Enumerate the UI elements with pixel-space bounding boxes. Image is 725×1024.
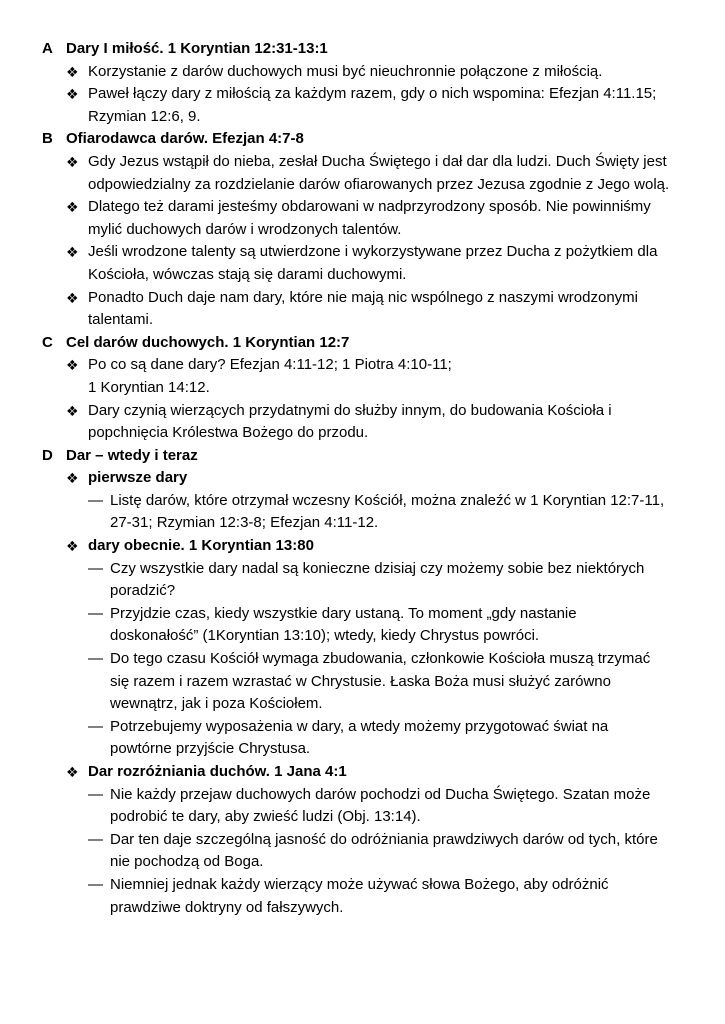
diamond-bullet-icon: ❖ [66,153,79,170]
section-letter: A [42,40,53,57]
list-item: — Przyjdzie czas, kiedy wszystkie dary ustaną. To moment „gdy nastanie doskonałość” (1Koryntian 13:10); wtedy, kiedy Chrystus powróci. [88,604,577,645]
list-item: — Listę darów, które otrzymał wczesny Kościół, można znaleźć w 1 Koryntian 12:7-11, 27-31; Rzymian 12:3-8; Efezjan 4:11-12. [88,491,665,532]
section-title: Cel darów duchowych. 1 Koryntian 12:7 [66,333,350,351]
list-item: ❖ Dary czynią wierzących przydatnymi do służby innym, do budowania Kościoła i popchnięcia Królestwa Bożego do przodu. [66,401,612,442]
diamond-bullet-icon: ❖ [66,199,79,216]
dash-icon: — [88,491,103,509]
list-item: ❖ Paweł łączy dary z miłością za każdym razem, gdy o nich wspomina: Efezjan 4:11.15; Rzymian 12:6, 9. [66,85,657,125]
section-b-heading [0,128,725,151]
diamond-bullet-icon: ❖ [66,357,79,374]
diamond-bullet-icon: ❖ [66,538,79,555]
dash-icon: — [88,830,103,848]
list-item: ❖ Po co są dane dary? Efezjan 4:11-12; 1 Piotra 4:10-11; 1 Koryntian 14:12. [66,356,452,396]
dash-icon: — [88,785,103,803]
document-page [0,38,725,919]
diamond-bullet-icon: ❖ [66,63,79,80]
list-item: ❖ Ponadto Duch daje nam dary, które nie mają nic wspólnego z naszymi wrodzonymi talentami. [66,288,638,329]
section-title: Ofiarodawca darów. Efezjan 4:7-8 [66,130,304,148]
diamond-bullet-icon: ❖ [66,402,79,419]
diamond-bullet-icon: ❖ [66,470,79,487]
subsection-heading: ❖ dary obecnie. 1 Koryntian 13:80 [0,535,725,558]
list-item: — Do tego czasu Kościół wymaga zbudowania, członkowie Kościoła muszą trzymać się razem i razem wzrastać w Chrystusie. Łaska Boża musi służyć zarówno wewnątrz, jak i poza Kościołem. [88,650,651,713]
section-title: Dary I miłość. 1 Koryntian 12:31-13:1 [66,40,328,57]
list-item: ❖ Korzystanie z darów duchowych musi być nieuchronnie połączone z miłością. [0,61,725,84]
dash-icon: — [88,604,103,622]
diamond-bullet-icon: ❖ [66,244,79,261]
dash-icon: — [88,717,103,735]
diamond-bullet-icon: ❖ [66,764,79,780]
list-item: ❖ Jeśli wrodzone talenty są utwierdzone i wykorzystywane przez Ducha z pożytkiem dla Kościoła, wówczas stają się darami duchowymi. [66,243,658,283]
section-a-heading [0,38,725,61]
section-letter: C [42,333,53,351]
dash-icon: — [88,650,103,668]
section-title: Dar – wtedy i teraz [66,446,198,464]
section-letter: D [42,446,53,464]
diamond-bullet-icon: ❖ [66,289,79,306]
subsection-heading: ❖ pierwsze dary [0,467,725,490]
section-d-heading [0,445,725,468]
list-item: — Niemniej jednak każdy wierzący może używać słowa Bożego, aby odróżnić prawdziwe doktryny od fałszywych. [88,875,609,916]
list-item: — Potrzebujemy wyposażenia w dary, a wtedy możemy przygotować świat na powtórne przyjście Chrystusa. [88,717,609,758]
dash-icon: — [88,559,103,577]
list-item: — Nie każdy przejaw duchowych darów pochodzi od Ducha Świętego. Szatan może podrobić te dary, aby zwieść ludzi (Obj. 13:14). [88,785,651,826]
list-item: — Czy wszystkie dary nadal są konieczne dzisiaj czy możemy sobie bez niektórych poradzić? [88,559,645,600]
diamond-bullet-icon: ❖ [66,86,79,103]
dash-icon: — [88,875,103,893]
section-letter: B [42,130,53,148]
list-item: ❖ Dlatego też darami jesteśmy obdarowani w nadprzyrodzony sposób. Nie powinniśmy mylić duchowych darów i wrodzonych talentów. [66,198,651,238]
list-item: — Dar ten daje szczególną jasność do odróżniania prawdziwych darów od tych, które nie pochodzą od Boga. [88,830,658,871]
list-item: ❖ Gdy Jezus wstąpił do nieba, zesłał Ducha Świętego i dał dar dla ludzi. Duch Święty jest odpowiedzialny za rozdzielanie darów ofiarowanych przez Jezusa zgodnie z Jego wolą. [66,152,670,193]
section-c-heading [0,332,725,355]
subsection-heading: ❖ Dar rozróżniania duchów. 1 Jana 4:1 [0,761,725,784]
